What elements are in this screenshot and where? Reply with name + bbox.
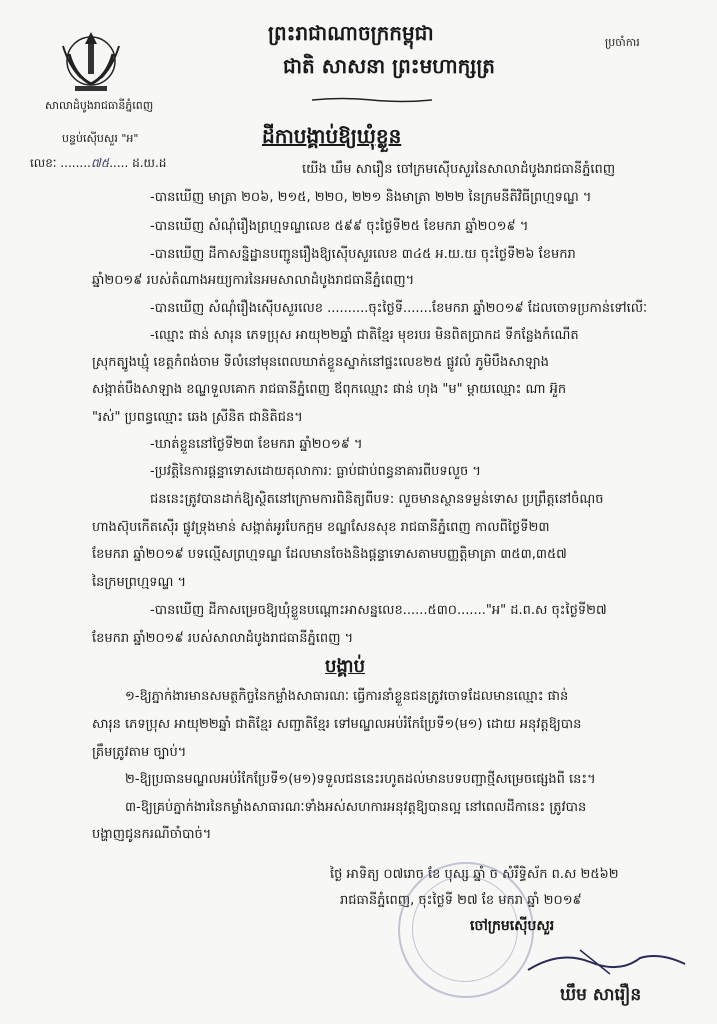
body-line: សង្កាត់បឹងសាឡាង ខណ្ឌទួលគោក រាជធានីភ្នំពេញ ឪពុកឈ្មោះ ផាន់ ហុង "ម" ម្តាយឈ្មោះ ណា អ៊ួក: [92, 382, 567, 397]
body-line: -បានឃើញ ដីកាសន្និដ្ឋានបញ្ជូនរឿងឱ្យស៊ើបសួរលេខ ៣៤៥ អ.យ.យ ចុះថ្ងៃទី២៦ ខែមករា: [150, 247, 576, 262]
kingdom-heading: ព្រះរាជាណាចក្រកម្ពុជា: [268, 21, 434, 45]
reference-number: លេខៈ ........៧៥..... ដ.យ.ដ: [30, 156, 167, 170]
body-line: -ប្រវត្តិនៃការផ្តន្ទាទោសដោយតុលាការ: ធ្លាប់ជាប់ពន្ធនាគារពីបទលួច ។: [150, 464, 481, 479]
copy-mark: ប្រចាំការ: [605, 36, 640, 49]
body-line: -បានឃើញ សំណុំរឿងព្រហ្មទណ្ឌលេខ ៥៩៩ ចុះថ្ងៃទី២៥ ខែមករា ឆ្នាំ២០១៩ ។: [150, 219, 529, 234]
body-line: ឆ្នាំ២០១៩ របស់តំណាងអយ្យការនៃអមសាលាដំបូងរាជធានីភ្នំពេញ។: [92, 273, 415, 288]
order-line: ២-ឱ្យប្រធានមណ្ឌលអប់រំកែប្រែទី១(ម១)ទទួលជននេះរហូតដល់មានបទបញ្ជាថ្មីសម្រេចផ្សេងពី នេះ។: [125, 772, 596, 787]
signer-title: ចៅក្រមស៊ើបសួរ: [470, 918, 555, 934]
court-name: សាលាដំបូងរាជធានីភ្នំពេញ: [45, 99, 154, 112]
solar-date: រាជធានីភ្នំពេញ, ចុះថ្ងៃទី ២៧ ខែ មករា ឆ្នាំ ២០១៩: [340, 893, 582, 908]
body-line: -បានឃើញ ដីកាសម្រេចឱ្យឃុំខ្លួនបណ្តោះអាសន្នលេខ......៥៣០......."អ" ដ.ព.ស ចុះថ្ងៃទី២៧: [150, 603, 607, 618]
body-line: "រស់" ប្រពន្ធឈ្មោះ ឆេង ស្រីនិត ជានិតិជន។: [92, 410, 303, 425]
body-line: នៃក្រមព្រហ្មទណ្ឌ ។: [92, 575, 187, 590]
body-line: -ឈ្មោះ ផាន់ សារុន ភេទប្រុស អាយុ២២ឆ្នាំ ជាតិខ្មែរ មុខរបរ មិនពិតប្រាកដ ទីកន្លែងកំណើត: [150, 328, 579, 343]
document-title: ដីកាបង្គាប់ឱ្យឃុំខ្លួន: [262, 124, 402, 148]
body-line: ស្រុកត្បូងឃ្មុំ ខេត្តកំពង់ចាម ទីលំនៅមុនពេលឃាត់ខ្លួនស្នាក់នៅផ្ទះលេខ២៥ ផ្លូវលំ ភូមិបឹងសាឡាង: [92, 355, 549, 370]
signer-name: ឃឹម សារឿន: [560, 985, 642, 1005]
reference-suffix: ដ.យ.ដ: [132, 156, 167, 170]
section-title: បង្គាប់: [325, 656, 365, 677]
body-line: ជននេះត្រូវបានដាក់ឱ្យស្ថិតនៅក្រោមការពិនិត្យពីបទ: លួចមានស្ថានទម្ងន់ទោស ប្រព្រឹត្តនៅចំណុច: [150, 492, 604, 507]
order-line: បង្ហាញជូនករណីចាំបាច់។: [92, 827, 212, 842]
body-line: ខែមករា ឆ្នាំ២០១៩ បទល្មើសព្រហ្មទណ្ឌ ដែលមានចែងនិងផ្តន្ទាទោសតាមបញ្ញត្តិមាត្រា ៣៥៣,៣៥៧: [92, 547, 567, 562]
motto-heading: ជាតិ សាសនា ព្រះមហាក្សត្រ: [283, 54, 495, 78]
chamber-label: បន្ទប់ស៊ើបសួរ "អ": [62, 132, 139, 145]
reference-label: លេខៈ: [30, 156, 57, 170]
emblem-logo: [55, 26, 127, 96]
reference-value: ៧៥: [90, 156, 110, 170]
body-line: -ឃាត់ខ្លួននៅថ្ងៃទី២៣ ខែមករា ឆ្នាំ២០១៩ ។: [150, 437, 363, 452]
body-line: ខែមករា ឆ្នាំ២០១៩ របស់សាលាដំបូងរាជធានីភ្នំពេញ ។: [92, 631, 354, 646]
order-line: ១-ឱ្យភ្នាក់ងារមានសមត្ថកិច្ចនៃកម្លាំងសាធារណៈ ធ្វើការនាំខ្លួនជនត្រូវចោទដែលមានឈ្មោះ ផាន់: [125, 689, 569, 704]
lunar-date: ថ្ងៃ អាទិត្យ ០៧រោច ខែ បុស្ស ឆ្នាំ ច សំរឹទ្ធិស័ក ព.ស ២៥៦២: [330, 867, 619, 882]
body-line: -បានឃើញ មាត្រា ២០៦, ២១៥, ២២០, ២២១ និងមាត្រា ២២២ នៃក្រមនីតិវិធីព្រហ្មទណ្ឌ ។: [150, 190, 592, 205]
ornament-divider: [312, 88, 432, 94]
body-line: -បានឃើញ សំណុំរឿងស៊ើបសួរលេខ ..........ចុះថ្ងៃទី.......ខែមករា ឆ្នាំ២០១៩ ដែលចោទប្រកាន់ទៅលើៈ: [150, 301, 648, 316]
body-line: យើង ឃឹម សារឿន ចៅក្រមស៊ើបសួរនៃសាលាដំបូងរាជធានីភ្នំពេញ: [302, 162, 616, 177]
order-line: ៣-ឱ្យគ្រប់ភ្នាក់ងារនៃកម្លាំងសាធារណៈទាំងអស់សហការអនុវត្តឱ្យបានល្អ នៅពេលដីកានេះ ត្រូវបាន: [125, 800, 587, 815]
order-line: ត្រឹមត្រូវតាម ច្បាប់។: [92, 745, 187, 760]
body-line: ហាងស៊ុបកើតស៊ើរ ផ្លូវទ្រុងមាន់ សង្កាត់អូរបែកក្អម ខណ្ឌសែនសុខ រាជធានីភ្នំពេញ កាលពីថ្ងៃទី២៣: [92, 520, 550, 535]
order-line: សារុន ភេទប្រុស អាយុ២២ឆ្នាំ ជាតិខ្មែរ សញ្ជាតិខ្មែរ ទៅមណ្ឌលអប់រំកែប្រែទី១(ម១) ដោយ អនុវត្តឱ្យបាន: [92, 717, 582, 732]
handwritten-signature: [520, 940, 690, 980]
